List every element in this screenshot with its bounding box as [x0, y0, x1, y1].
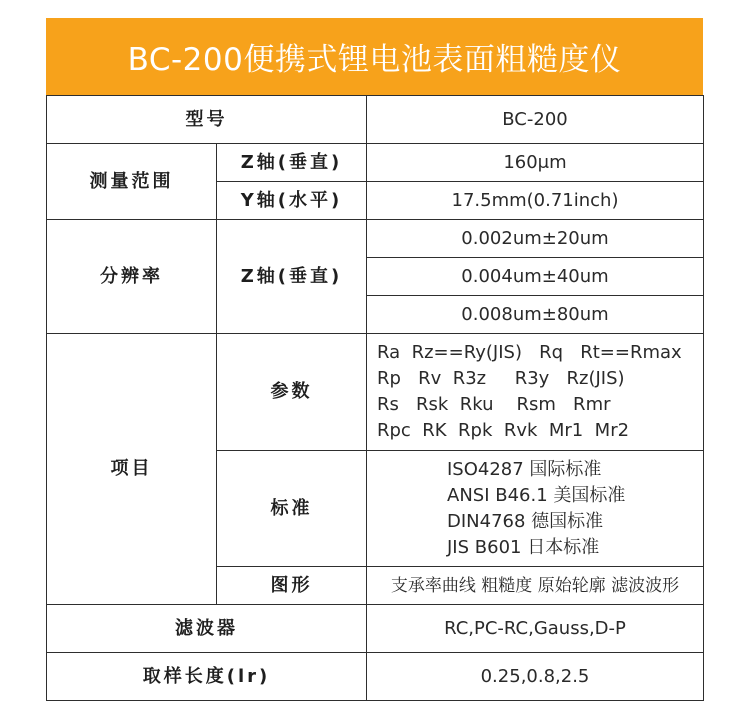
resolution-value-1: 0.002um±20um: [367, 220, 704, 258]
range-z-value: 160μm: [367, 144, 704, 182]
standard-line: ISO4287 国际标准: [447, 458, 602, 480]
table-row: [47, 605, 704, 653]
filter-label: 滤波器: [47, 605, 367, 653]
sampling-label: 取样长度(lr): [47, 653, 367, 701]
range-label: 测量范围: [47, 144, 217, 220]
table-row: [47, 653, 704, 701]
resolution-label: 分辨率: [47, 220, 217, 334]
resolution-value-3: 0.008um±80um: [367, 296, 704, 334]
range-y-label: Y轴(水平): [217, 182, 367, 220]
range-y-value: 17.5mm(0.71inch): [367, 182, 704, 220]
param-line: Rp Rv R3z R3y Rz(JIS): [377, 368, 625, 389]
graphics-label: 图形: [217, 567, 367, 605]
graphics-value: 支承率曲线 粗糙度 原始轮廓 滤波波形: [367, 567, 704, 605]
items-label: 项目: [47, 334, 217, 605]
sampling-value: 0.25,0.8,2.5: [367, 653, 704, 701]
resolution-value-2: 0.004um±40um: [367, 258, 704, 296]
param-line: Rpc RK Rpk Rvk Mr1 Mr2: [377, 420, 630, 441]
resolution-z-label: Z轴(垂直): [217, 220, 367, 334]
filter-value: RC,PC-RC,Gauss,D-P: [367, 605, 704, 653]
table-row: [47, 220, 704, 258]
param-line: Ra Rz==Ry(JIS) Rq Rt==Rmax: [377, 342, 682, 363]
standard-line: JIS B601 日本标准: [447, 536, 600, 558]
standard-line: DIN4768 德国标准: [447, 510, 604, 532]
standards-label: 标准: [217, 451, 367, 567]
param-line: Rs Rsk Rku Rsm Rmr: [377, 394, 611, 415]
range-z-label: Z轴(垂直): [217, 144, 367, 182]
params-label: 参数: [217, 334, 367, 451]
spec-sheet: [46, 18, 703, 711]
model-value: BC-200: [367, 96, 704, 144]
page-title: BC-200便携式锂电池表面粗糙度仪: [46, 18, 703, 95]
table-row: [47, 96, 704, 144]
table-row: [47, 334, 704, 451]
params-value: [367, 334, 704, 451]
standard-line: ANSI B46.1 美国标准: [447, 484, 626, 506]
standards-value: [367, 451, 704, 567]
spec-table: [46, 95, 704, 701]
table-row: [47, 144, 704, 182]
model-label: 型号: [47, 96, 367, 144]
